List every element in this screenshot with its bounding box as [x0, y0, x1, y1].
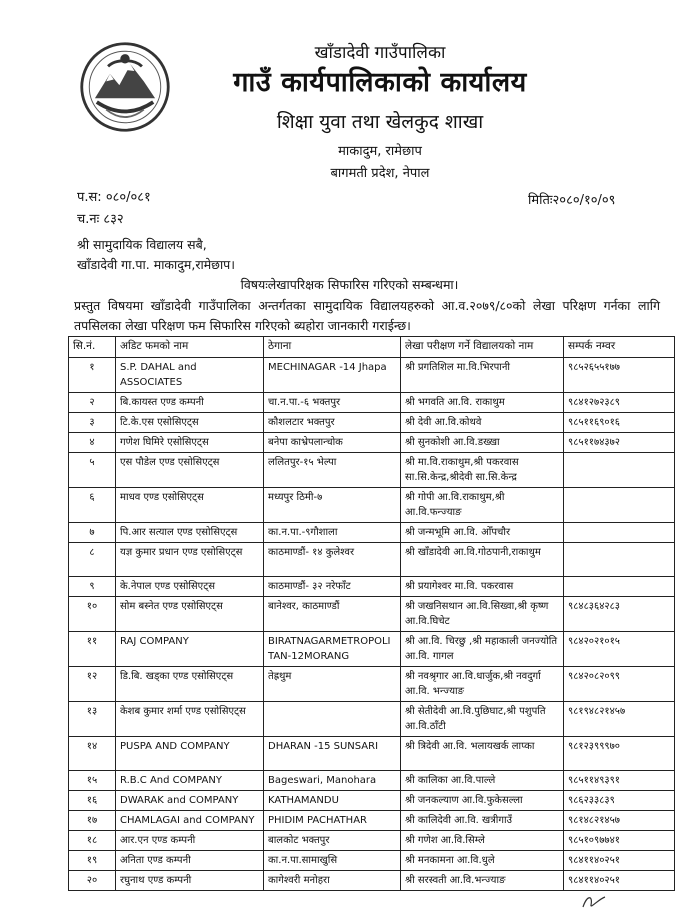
cell-school-names: श्री मा.वि.राकाथुम,श्री पकरवास सा.सि.केन्द्र,श्रीदेवी सा.सि.केन्द्र — [401, 453, 564, 488]
auditor-recommendation-table — [68, 336, 675, 891]
table-row — [69, 791, 675, 811]
cell-school-names: श्री कालिदेवी आ.वि. खत्रीगाउँ — [401, 811, 564, 831]
cell-contact-number — [564, 543, 675, 577]
cell-contact-number: ९८१९४८२१४५७ — [564, 702, 675, 737]
cell-serial: १ — [69, 358, 116, 393]
cell-serial: ३ — [69, 413, 116, 433]
cell-address: KATHAMANDU — [264, 791, 401, 811]
cell-firm-name: के.नेपाल एण्ड एसोसिएट्स — [116, 577, 264, 597]
cell-firm-name: पि.आर सत्याल एण्ड एसोसिएट्स — [116, 523, 264, 543]
letter-subject: विषयःलेखापरिक्षक सिफारिस गरिएको सम्बन्धमा। — [240, 277, 459, 292]
cell-contact-number: ९८५२६५५१७७ — [564, 358, 675, 393]
table-row — [69, 851, 675, 871]
cell-contact-number — [564, 488, 675, 523]
table-row — [69, 771, 675, 791]
cell-school-names: श्री सेतीदेवी आ.वि.पुछिघाट,श्री पशुपति आ.वि.ठाँटी — [401, 702, 564, 737]
cell-firm-name: आर.एन एण्ड कम्पनी — [116, 831, 264, 851]
cell-school-names: श्री खाँडादेवी आ.वि.गोठपानी,राकाथुम — [401, 543, 564, 577]
cell-firm-name: केशब कुमार शर्मा एण्ड एसोसिएट्स — [116, 702, 264, 737]
cell-serial: १३ — [69, 702, 116, 737]
cell-address: DHARAN -15 SUNSARI — [264, 737, 401, 771]
cell-firm-name: S.P. DAHAL and ASSOCIATES — [116, 358, 264, 393]
cell-contact-number: ९८४८३६४२८३ — [564, 597, 675, 632]
cell-contact-number: ९८४२०८२०९९ — [564, 667, 675, 702]
header-contact-number: सम्पर्क नम्वर — [564, 337, 675, 358]
cell-address: काठमाण्डौं- १४ कुलेश्वर — [264, 543, 401, 577]
office-title: गाउँ कार्यपालिकाको कार्यालय — [233, 67, 527, 98]
cell-firm-name: अनिता एण्ड कम्पनी — [116, 851, 264, 871]
cell-serial: ९ — [69, 577, 116, 597]
cell-serial: १८ — [69, 831, 116, 851]
table-row — [69, 667, 675, 702]
cell-address: ललितपुर-१५ भेल्पा — [264, 453, 401, 488]
cell-serial: १६ — [69, 791, 116, 811]
table-row — [69, 577, 675, 597]
cell-serial: ११ — [69, 632, 116, 667]
table-row — [69, 433, 675, 453]
cell-contact-number — [564, 523, 675, 543]
cell-address: चा.न.पा.-६ भक्तपुर — [264, 393, 401, 413]
cell-school-names: श्री सरस्वती आ.वि.भन्ज्याङ — [401, 871, 564, 891]
cell-firm-name: सोम बस्नेत एण्ड एसोसिएट्स — [116, 597, 264, 632]
cell-serial: १७ — [69, 811, 116, 831]
table-row — [69, 702, 675, 737]
cell-address: तेह्रथुम — [264, 667, 401, 702]
cell-school-names: श्री गोपी आ.वि.राकाथुम,श्री आ.वि.फन्ज्याङ — [401, 488, 564, 523]
cell-contact-number — [564, 453, 675, 488]
cell-address: बानेश्वर, काठमाण्डौं — [264, 597, 401, 632]
cell-contact-number: ९८४११४०२५१ — [564, 871, 675, 891]
table-row — [69, 393, 675, 413]
signature-mark — [581, 893, 609, 909]
cell-serial: ६ — [69, 488, 116, 523]
header-address: ठेगाना — [264, 337, 401, 358]
cell-contact-number: ९८५११६९०१६ — [564, 413, 675, 433]
cell-address: मध्यपुर ठिमी-७ — [264, 488, 401, 523]
cell-school-names: श्री जखनिसथान आ.वि.सिख्वा,श्री कृष्ण आ.वि.घिचेट — [401, 597, 564, 632]
cell-serial: १२ — [69, 667, 116, 702]
cell-serial: ८ — [69, 543, 116, 577]
cell-contact-number: ९८६२३३८३९ — [564, 791, 675, 811]
cell-serial: १४ — [69, 737, 116, 771]
header-serial: सि.नं. — [69, 337, 116, 358]
cell-firm-name: डि.बि. खड्का एण्ड एसोसिएट्स — [116, 667, 264, 702]
cell-school-names: श्री भगवति आ.वि. राकाथुम — [401, 393, 564, 413]
cell-firm-name: यज्ञ कुमार प्रधान एण्ड एसोसिएट्स — [116, 543, 264, 577]
office-location: माकादुम, रामेछाप — [338, 144, 422, 159]
government-emblem-logo — [78, 40, 172, 134]
table-row — [69, 737, 675, 771]
municipality-name: खाँडादेवी गाउँपालिका — [314, 43, 446, 63]
cell-contact-number: ९८४२०२१०१५ — [564, 632, 675, 667]
cell-contact-number: ९८१४८२१४५७ — [564, 811, 675, 831]
table-row — [69, 543, 675, 577]
table-row — [69, 632, 675, 667]
cell-contact-number: ९८४११४०२५१ — [564, 851, 675, 871]
table-header-row — [69, 337, 675, 358]
cell-address: Bageswari, Manohara — [264, 771, 401, 791]
cell-address: काठमाण्डौं- ३२ नरेफाँट — [264, 577, 401, 597]
cell-serial: १० — [69, 597, 116, 632]
cell-serial: ७ — [69, 523, 116, 543]
cell-contact-number — [564, 577, 675, 597]
cell-contact-number: ९८५१०९७७४१ — [564, 831, 675, 851]
letter-number: प.स: ०८०/०८१ — [77, 190, 151, 205]
letter-body: प्रस्तुत विषयमा खाँडादेवी गाउँपालिका अन्तर्गतका सामुदायिक विद्यालयहरुको आ.व.२०७९/८०को लेखा परिक्षण गर्नका लागि तपसिलका लेखा परिक्षण फम सिफारिस गरिएको ब्यहोरा जानकारी गराईन्छ। — [74, 298, 660, 333]
cell-firm-name: माधव एण्ड एसोसिएट्स — [116, 488, 264, 523]
cell-contact-number: ९८४१२७२३८९ — [564, 393, 675, 413]
table-row — [69, 413, 675, 433]
cell-contact-number: ९८५११४९३९१ — [564, 771, 675, 791]
cell-serial: ४ — [69, 433, 116, 453]
cell-firm-name: एस पौडेल एण्ड एसोसिएट्स — [116, 453, 264, 488]
cell-address: बनेपा काभ्रेपलान्चोक — [264, 433, 401, 453]
table-row — [69, 831, 675, 851]
cell-school-names: श्री जन्मभूमि आ.वि. ओँपचौर — [401, 523, 564, 543]
header-school-name: लेखा परीक्षण गर्ने विद्यालयको नाम — [401, 337, 564, 358]
cell-firm-name: रघुनाथ एण्ड कम्पनी — [116, 871, 264, 891]
recipient-line-2: खाँडादेवी गा.पा. माकादुम,रामेछाप। — [77, 257, 236, 272]
table-row — [69, 523, 675, 543]
table-row — [69, 453, 675, 488]
table-row — [69, 811, 675, 831]
cell-firm-name: CHAMLAGAI and COMPANY — [116, 811, 264, 831]
cell-school-names: श्री नवश्रृगार आ.वि.धार्जुक,श्री नवदुर्गा आ.वि. भन्ज्याङ — [401, 667, 564, 702]
province-country: बागमती प्रदेश, नेपाल — [330, 166, 430, 181]
cell-school-names: श्री देवी आ.वि.कोथवे — [401, 413, 564, 433]
cell-serial: २ — [69, 393, 116, 413]
cell-firm-name: DWARAK and COMPANY — [116, 791, 264, 811]
cell-address: बालकोट भक्तपुर — [264, 831, 401, 851]
cell-serial: ५ — [69, 453, 116, 488]
cell-school-names: श्री सुनकोशी आ.वि.डख्खा — [401, 433, 564, 453]
cell-address: का.न.पा.सामाखुसि — [264, 851, 401, 871]
cell-school-names: श्री आ.वि. चिरछु ,श्री महाकाली जनज्योति आ.वि. गागल — [401, 632, 564, 667]
cell-contact-number: ९८५११७४३७२ — [564, 433, 675, 453]
cell-firm-name: बि.कायस्त एण्ड कम्पनी — [116, 393, 264, 413]
cell-address: कागेश्वरी मनोहरा — [264, 871, 401, 891]
cell-school-names: श्री कालिका आ.वि.पाल्ले — [401, 771, 564, 791]
cell-school-names: श्री जनकल्याण आ.वि.फुकेसल्ला — [401, 791, 564, 811]
cell-address: PHIDIM PACHATHAR — [264, 811, 401, 831]
cell-serial: १९ — [69, 851, 116, 871]
cell-address: BIRATNAGARMETROPOLITAN-12MORANG — [264, 632, 401, 667]
table-row — [69, 871, 675, 891]
cell-firm-name: PUSPA AND COMPANY — [116, 737, 264, 771]
table-row — [69, 488, 675, 523]
cell-address: का.न.पा.-९गौशाला — [264, 523, 401, 543]
cell-address: MECHINAGAR -14 Jhapa — [264, 358, 401, 393]
letter-date: मितिः२०८०/१०/०९ — [528, 193, 616, 208]
cell-school-names: श्री त्रिदेवी आ.वि. भलायखर्क लाप्का — [401, 737, 564, 771]
cell-firm-name: RAJ COMPANY — [116, 632, 264, 667]
cell-address — [264, 702, 401, 737]
header-firm-name: अडिट फमको नाम — [116, 337, 264, 358]
dispatch-number: च.नः ८३२ — [77, 212, 124, 227]
cell-serial: १५ — [69, 771, 116, 791]
cell-firm-name: R.B.C And COMPANY — [116, 771, 264, 791]
cell-school-names: श्री प्रयागेश्वर मा.वि. पकरवास — [401, 577, 564, 597]
cell-school-names: श्री प्रगतिशिल मा.वि.भिरपानी — [401, 358, 564, 393]
section-title: शिक्षा युवा तथा खेलकुद शाखा — [276, 111, 484, 133]
cell-school-names: श्री मनकामना आ.वि.धुले — [401, 851, 564, 871]
table-row — [69, 358, 675, 393]
cell-serial: २० — [69, 871, 116, 891]
cell-school-names: श्री गणेश आ.वि.सिम्ले — [401, 831, 564, 851]
cell-firm-name: टि.के.एस एसोसिएट्स — [116, 413, 264, 433]
cell-contact-number: ९८१२३९९९७० — [564, 737, 675, 771]
cell-firm-name: गणेश घिमिरे एसोसिएट्स — [116, 433, 264, 453]
table-row — [69, 597, 675, 632]
recipient-line-1: श्री सामुदायिक विद्यालय सबै, — [77, 237, 207, 252]
cell-address: कौशलटार भक्तपुर — [264, 413, 401, 433]
